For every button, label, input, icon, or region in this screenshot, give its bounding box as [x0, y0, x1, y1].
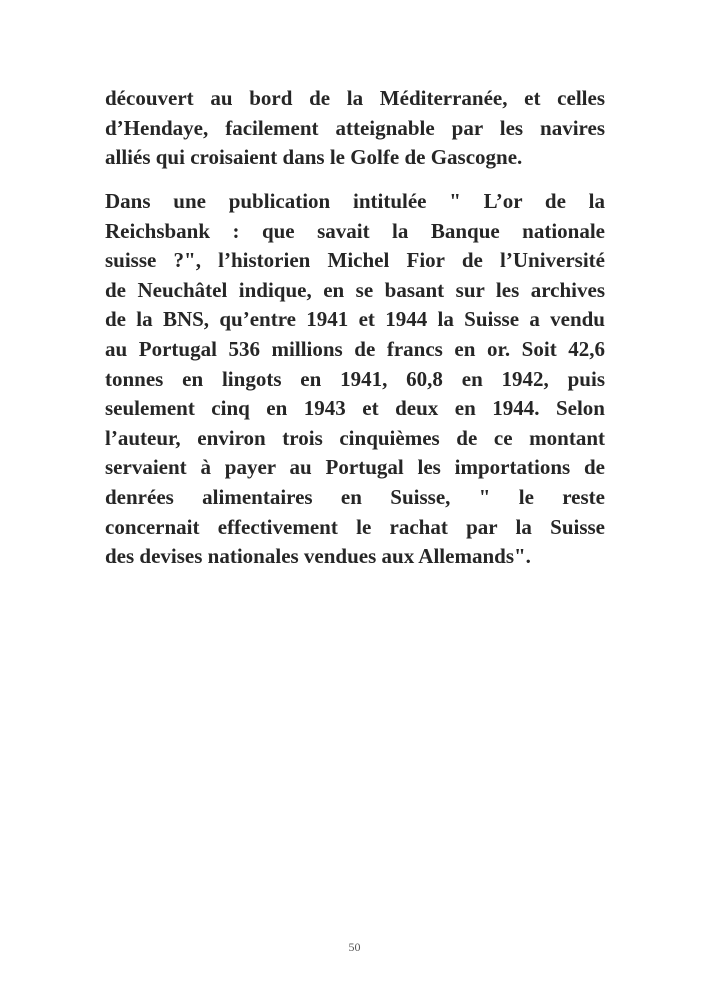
text-line: seulement cinq en 1943 et deux en 1944. Selon	[105, 396, 605, 421]
text-line: de Neuchâtel indique, en se basant sur les archives	[105, 277, 605, 302]
text-line: Dans une publication intitulée " L’or de la	[105, 189, 605, 213]
text-line: denrées alimentaires en Suisse, " le reste	[105, 484, 605, 509]
text-line: tonnes en lingots en 1941, 60,8 en 1942, puis	[105, 366, 605, 391]
text-line: au Portugal 536 millions de francs en or. Soit 42,6	[105, 336, 605, 361]
text-line: suisse ?", l’historien Michel Fior de l’Université	[105, 248, 605, 273]
text-line: servaient à payer au Portugal les importations de	[105, 455, 605, 480]
text-line: concernait effectivement le rachat par la Suisse	[105, 514, 605, 539]
paragraph-1	[105, 84, 605, 173]
text-line: d’Hendaye, facilement atteignable par les navires	[105, 115, 605, 140]
paragraph-2	[105, 187, 605, 572]
text-line: alliés qui croisaient dans le Golfe de Gascogne.	[105, 145, 523, 170]
text-line: découvert au bord de la Méditerranée, et celles	[105, 86, 605, 110]
text-line: des devises nationales vendues aux Allemands".	[105, 544, 531, 569]
text-line: de la BNS, qu’entre 1941 et 1944 la Suisse a vendu	[105, 307, 605, 332]
text-line: Reichsbank : que savait la Banque nationale	[105, 218, 605, 243]
text-line: l’auteur, environ trois cinquièmes de ce montant	[105, 425, 605, 450]
page-number: 50	[348, 940, 361, 954]
